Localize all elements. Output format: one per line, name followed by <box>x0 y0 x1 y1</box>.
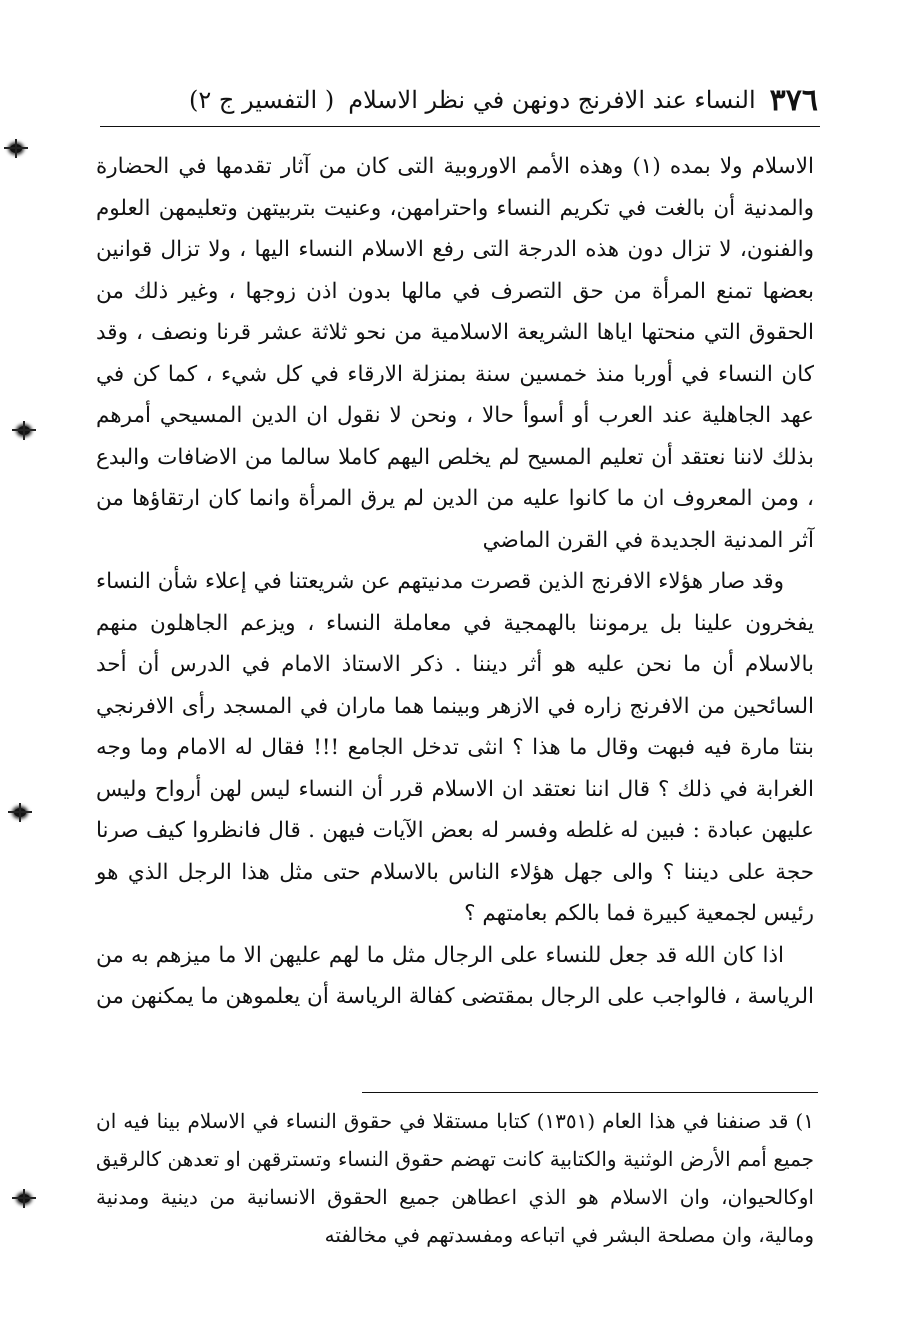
page-number: ٣٧٦ <box>769 82 818 118</box>
page-header <box>138 78 818 122</box>
footnote-block <box>96 1102 814 1254</box>
binding-hole-mark <box>10 144 22 153</box>
volume-note: ( التفسير ج ٢) <box>188 86 335 114</box>
binding-hole-mark <box>18 1194 30 1203</box>
footnote-divider <box>362 1092 818 1093</box>
running-title: النساء عند الافرنج دونهن في نظر الاسلام <box>348 86 756 114</box>
footnote-1: ١) قد صنفنا في هذا العام (١٣٥١) كتابا مستقلا في حقوق النساء في الاسلام بينا فيه ان جميع أمم الأرض الوثنية والكتابية كانت تهضم حقوق النساء وتسترقهن او تعدهن كالرقيق اوكالحيوان، وان الاسلام هو الذي اعطاهن جميع الحقوق الانسانية من دينية ومدنية ومالية، وان مصلحة البشر في اتباعه ومفسدتهم في مخالفته <box>96 1109 814 1247</box>
body-text <box>96 146 814 1018</box>
header-divider <box>100 126 820 127</box>
binding-hole-mark <box>18 426 30 435</box>
paragraph-2: وقد صار هؤلاء الافرنج الذين قصرت مدنيتهم عن شريعتنا في إعلاء شأن النساء يفخرون علينا بل يرموننا بالهمجية في معاملة النساء ، ويزعم الجاهلون منهم بالاسلام أن ما نحن عليه هو أثر ديننا . ذكر الاستاذ الامام في الدرس أن أحد السائحين من الافرنج زاره في الازهر وبينما هما ماران في المسجد رأى الافرنجي بنتا مارة فيه فبهت وقال ما هذا ؟ انثى تدخل الجامع !!! فقال له الامام وما وجه الغرابة في ذلك ؟ قال اننا نعتقد ان الاسلام قرر أن النساء ليس لهن أرواح وليس عليهن عبادة : فبين له غلطه وفسر له بعض الآيات فيهن . قال فانظروا كيف صرنا حجة على ديننا ؟ والى جهل هؤلاء الناس بالاسلام حتى مثل هذا الرجل الذي هو رئيس لجمعية كبيرة فما بالكم بعامتهم ؟ <box>96 569 814 926</box>
binding-hole-mark <box>14 808 26 817</box>
paragraph-3: اذا كان الله قد جعل للنساء على الرجال مثل ما لهم عليهن الا ما ميزهم به من الرياسة ، فالواجب على الرجال بمقتضى كفالة الرياسة أن يعلموهن ما يمكنهن من <box>95 942 814 1009</box>
paragraph-1: الاسلام ولا بمده (١) وهذه الأمم الاوروبية التى كان من آثار تقدمها في الحضارة والمدنية أن بالغت في تكريم النساء واحترامهن، وعنيت بتربيتهن وتعليمهن العلوم والفنون، لا تزال دون هذه الدرجة التى رفع الاسلام النساء اليها ، ولا تزال قوانين بعضها تمنع المرأة من حق التصرف في مالها بدون اذن زوجها ، وغير ذلك من الحقوق التي منحتها اياها الشريعة الاسلامية من نحو ثلاثة عشر قرنا ونصف ، وقد كان النساء في أوربا منذ خمسين سنة بمنزلة الارقاء في كل شيء ، كما كن في عهد الجاهلية عند العرب أو أسوأ حالا ، ونحن لا نقول ان الدين المسيحي أمرهم بذلك لاننا نعتقد أن تعليم المسيح لم يخلص اليهم كاملا سالما من الاضافات والبدع ، ومن المعروف ان ما كانوا عليه من الدين لم يرق المرأة وانما كان ارتقاؤها من آثر المدنية الجديدة في القرن الماضي <box>96 154 814 553</box>
